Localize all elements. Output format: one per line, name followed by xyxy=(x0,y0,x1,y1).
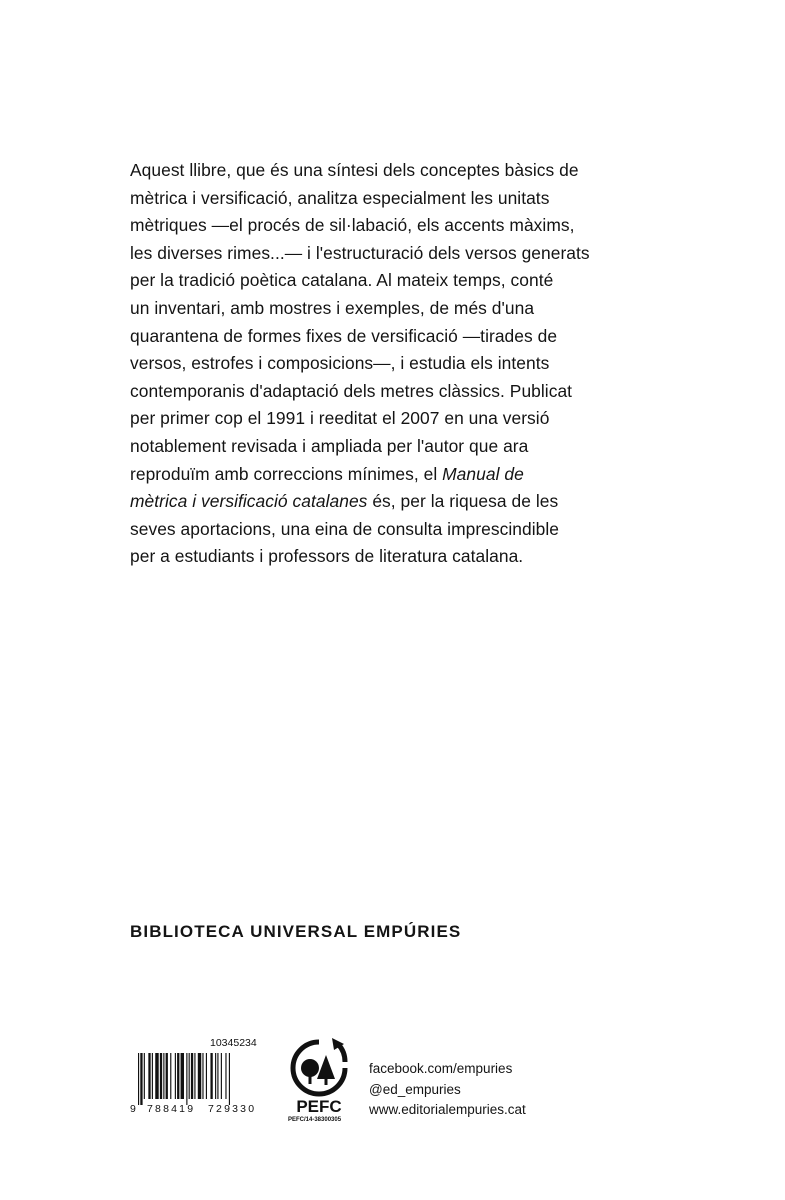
blurb-text: és, per la riquesa de les xyxy=(367,491,559,512)
isbn-group-2: 729330 xyxy=(208,1103,257,1115)
isbn-lead-digit: 9 xyxy=(130,1103,136,1115)
blurb-line: per a estudiants i professors de literatura catalana. xyxy=(130,546,524,567)
blurb-line: mètriques —el procés de sil·labació, els accents màxims, xyxy=(130,215,575,236)
blurb-text: reproduïm amb correccions mínimes, el xyxy=(130,463,443,484)
pefc-certification xyxy=(286,1038,352,1128)
barcode-number: 10345234 xyxy=(210,1037,257,1049)
blurb-line: mètrica i versificació, analitza especialment les unitats xyxy=(130,187,550,208)
blurb-line xyxy=(130,488,650,516)
facebook-link[interactable]: facebook.com/empuries xyxy=(369,1061,513,1076)
pefc-logo-text: PEFC xyxy=(296,1097,342,1116)
book-title-italic: mètrica i versificació catalanes xyxy=(130,491,368,512)
blurb-line: notablement revisada i ampliada per l'autor que ara xyxy=(130,435,529,456)
series-title: BIBLIOTECA UNIVERSAL EMPÚRIES xyxy=(130,922,462,941)
barcode-bars xyxy=(138,1053,268,1105)
blurb-line: per primer cop el 1991 i reeditat el 2007 en una versió xyxy=(130,408,550,429)
pefc-logo-icon xyxy=(286,1038,352,1116)
blurb-line: un inventari, amb mostres i exemples, de més d'una xyxy=(130,297,535,318)
blurb-line: per la tradició poètica catalana. Al mateix temps, conté xyxy=(130,270,554,291)
back-cover-blurb xyxy=(130,157,650,571)
book-title-italic: Manual de xyxy=(442,463,524,484)
blurb-line: quarantena de formes fixes de versificació —tirades de xyxy=(130,325,558,346)
isbn-group-1: 788419 xyxy=(147,1103,196,1115)
blurb-line xyxy=(130,461,650,489)
publisher-contacts xyxy=(369,1059,526,1121)
blurb-line: seves aportacions, una eina de consulta imprescindible xyxy=(130,518,560,539)
pefc-code: PEFC/14-38300305 xyxy=(288,1117,342,1123)
blurb-line: versos, estrofes i composicions—, i estudia els intents xyxy=(130,353,550,374)
website-link[interactable]: www.editorialempuries.cat xyxy=(369,1102,526,1117)
blurb-line: contemporanis d'adaptació dels metres clàssics. Publicat xyxy=(130,380,573,401)
blurb-line: les diverses rimes...— i l'estructuració dels versos generats xyxy=(130,242,590,263)
twitter-handle[interactable]: @ed_empuries xyxy=(369,1081,461,1097)
blurb-line: Aquest llibre, que és una síntesi dels conceptes bàsics de xyxy=(130,160,579,180)
isbn-barcode xyxy=(130,1037,270,1127)
